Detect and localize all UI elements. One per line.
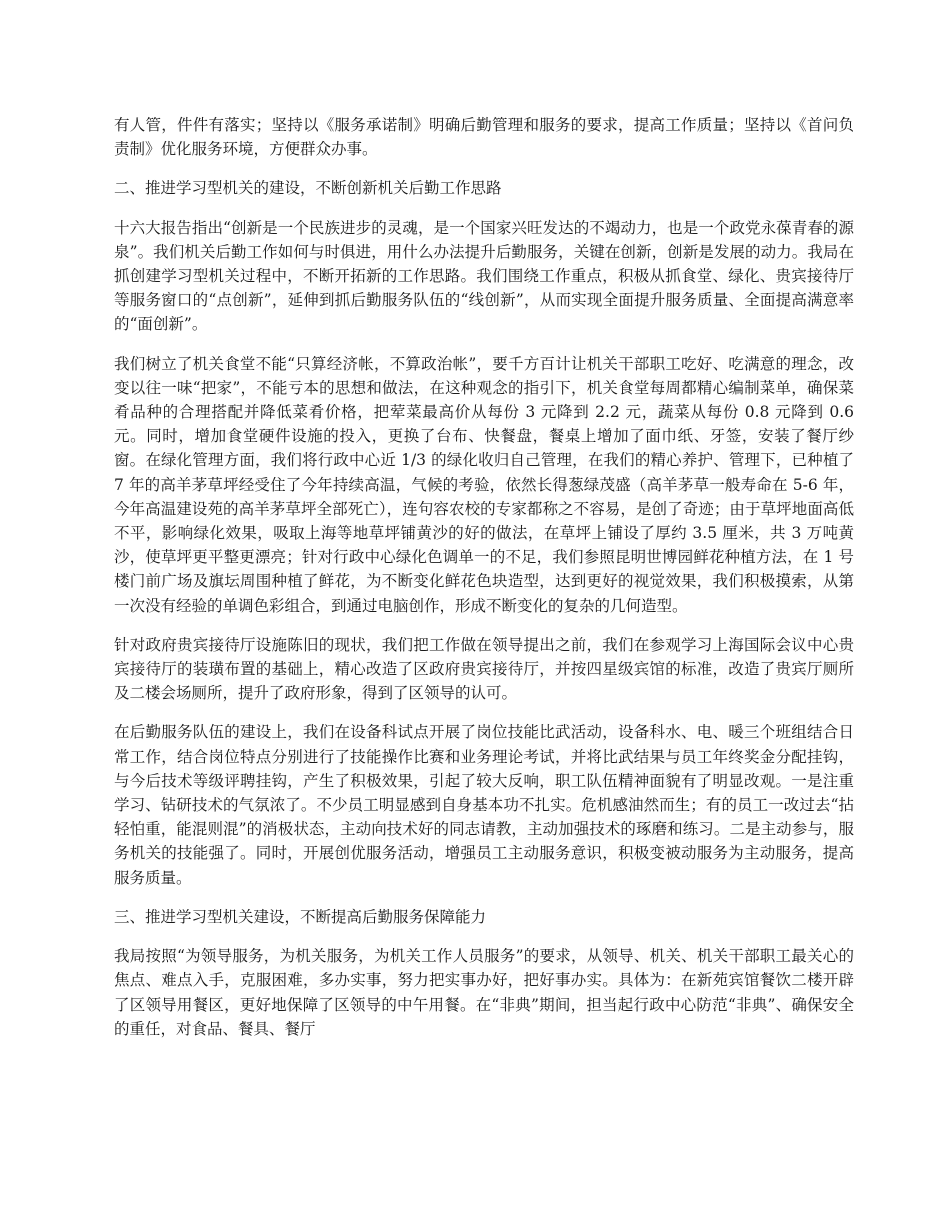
section-heading-2: 二、推进学习型机关的建设，不断创新机关后勤工作思路: [114, 179, 502, 198]
paragraph-service-support: 我局按照“为领导服务，为机关服务，为机关工作人员服务”的要求，从领导、机关、机关干部职工最关心的焦点、难点入手，克服困难，多办实事，努力把实事办好，把好事办实。具体为：在新苑宾馆餐饮二楼开辟了区领导用餐区，更好地保障了区领导的中午用餐。在“非典”期间，担当起行政中心防范“非典”、确保安全的重任，对食品、餐具、餐厅: [114, 947, 854, 1038]
paragraph-innovation: 十六大报告指出“创新是一个民族进步的灵魂，是一个国家兴旺发达的不竭动力，也是一个政党永葆青春的源泉”。我们机关后勤工作如何与时俱进，用什么办法提升后勤服务，关键在创新，创新是发展的动力。我局在抓创建学习型机关过程中，不断开拓新的工作思路。我们围绕工作重点，积极从抓食堂、绿化、贵宾接待厅等服务窗口的“点创新”，延伸到抓后勤服务队伍的“线创新”，从而实现全面提升服务质量、全面提高满意率的“面创新”。: [114, 218, 854, 334]
paragraph-vip-reception: 针对政府贵宾接待厅设施陈旧的现状，我们把工作做在领导提出之前，我们在参观学习上海国际会议中心贵宾接待厅的装璜布置的基础上，精心改造了区政府贵宾接待厅，并按四星级宾馆的标准，改造了贵宾厅厕所及二楼会场厕所，提升了政府形象，得到了区领导的认可。: [114, 635, 854, 703]
paragraph-canteen-greening: 我们树立了机关食堂不能“只算经济帐，不算政治帐”，要千方百计让机关干部职工吃好、吃满意的理念，改变以往一味“把家”，不能亏本的思想和做法，在这种观念的指引下，机关食堂每周都精心编制菜单，确保菜肴品种的合理搭配并降低菜肴价格，把荤菜最高价从每份 3 元降到 2.2 元，蔬菜从每份 0.8 元降到 0.6 元。同时，增加食堂硬件设施的投入，更换了台布、快餐盘，餐桌上增加了面巾纸、牙签，安装了餐厅纱窗。在绿化管理方面，我们将行政中心近 1/3 的绿化收归自己管理，在我们的精心养护、管理下，已种植了 7 年的高羊茅草坪经受住了今年持续高温，气候的考验，依然长得葱绿茂盛（高羊茅草一般寿命在 5-6 年，今年高温建设苑的高羊茅草坪全部死亡），连句容农校的专家都称之不容易，是创了奇迹；由于草坪地面高低不平，影响绿化效果，吸取上海等地草坪铺黄沙的好的做法，在草坪上铺设了厚约 3.5 厘米，共 3 万吨黄沙，使草坪更平整更漂亮；针对行政中心绿化色调单一的不足，我们参照昆明世博园鲜花种植方法，在 1 号楼门前广场及旗坛周围种植了鲜花，为不断变化鲜花色块造型，达到更好的视觉效果，我们积极摸索，从第一次没有经验的单调色彩组合，到通过电脑创作，形成不断变化的复杂的几何造型。: [114, 354, 854, 615]
paragraph-team-building: 在后勤服务队伍的建设上，我们在设备科试点开展了岗位技能比武活动，设备科水、电、暖三个班组结合日常工作，结合岗位特点分别进行了技能操作比赛和业务理论考试，并将比武结果与员工年终奖金分配挂钩，与今后技术等级评聘挂钩，产生了积极效果，引起了较大反响，职工队伍精神面貌有了明显改观。一是注重学习、钻研技术的气氛浓了。不少员工明显感到自身基本功不扎实。危机感油然而生；有的员工一改过去“拈轻怕重，能混则混”的消极状态，主动向技术好的同志请教，主动加强技术的琢磨和练习。二是主动参与，服务机关的技能强了。同时，开展创优服务活动，增强员工主动服务意识，积极变被动服务为主动服务，提高服务质量。: [114, 723, 854, 887]
document-body: [114, 113, 854, 1056]
paragraph-1: 有人管，件件有落实；坚持以《服务承诺制》明确后勤管理和服务的要求，提高工作质量；坚持以《首问负责制》优化服务环境，方便群众办事。: [114, 116, 854, 159]
section-heading-3: 三、推进学习型机关建设，不断提高后勤服务保障能力: [114, 907, 487, 926]
